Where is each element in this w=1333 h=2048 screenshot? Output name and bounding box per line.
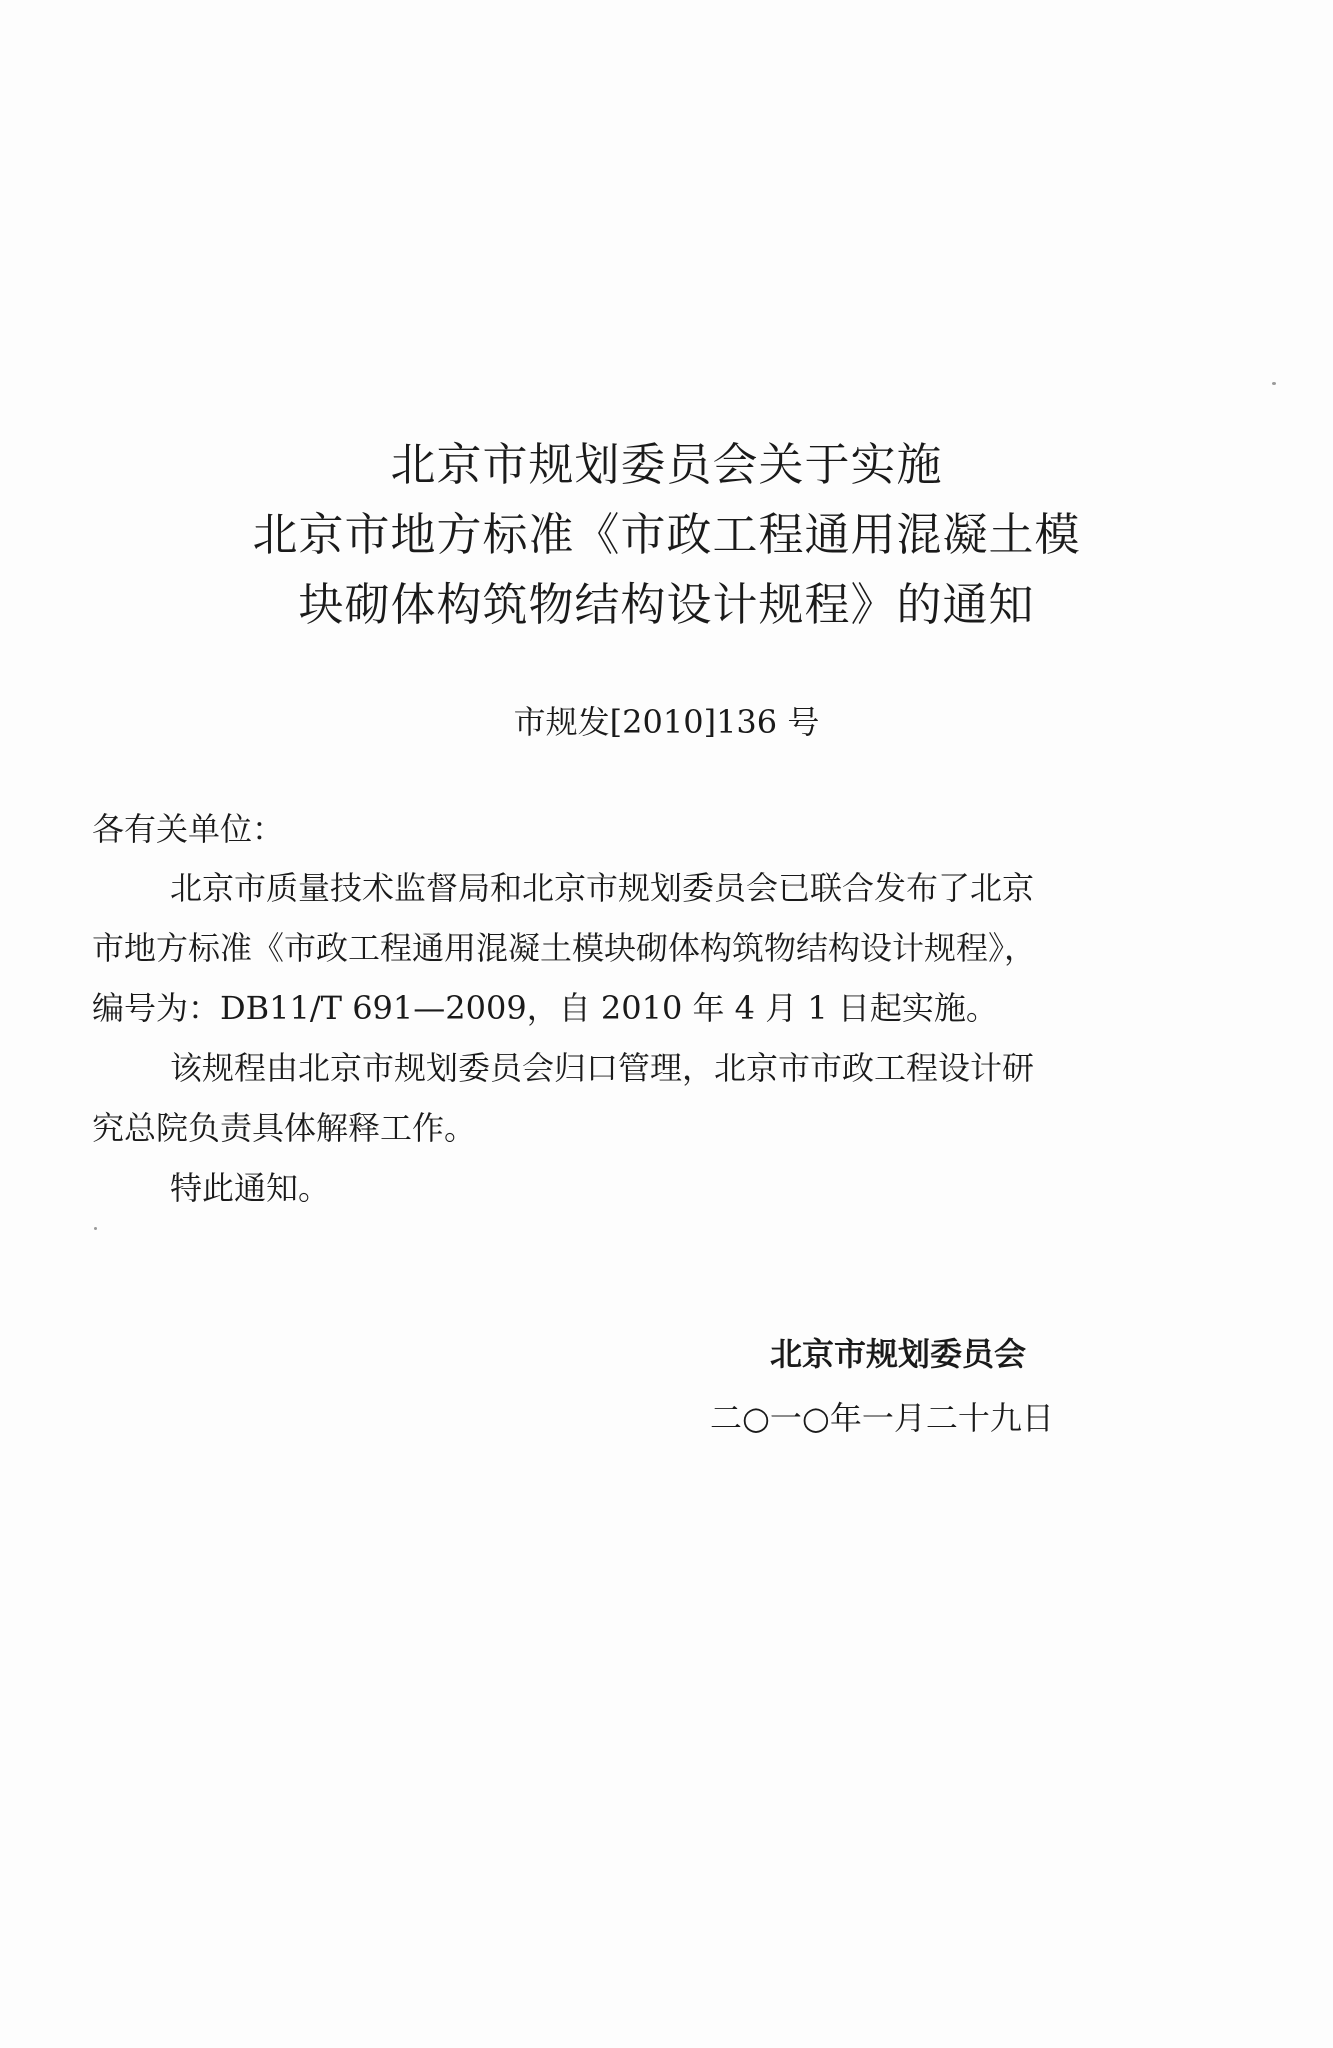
salutation: 各有关单位： <box>92 810 285 848</box>
title-line-2: 北京市地方标准《市政工程通用混凝土模 <box>252 508 1081 561</box>
title-line-1: 北京市规划委员会关于实施 <box>390 438 943 491</box>
document-number: 市规发[2010]136 号 <box>513 703 820 741</box>
paragraph-1-line-1: 北京市质量技术监督局和北京市规划委员会已联合发布了北京 <box>170 869 1035 907</box>
paragraph-1-line-2: 市地方标准《市政工程通用混凝土模块砌体构筑物结构设计规程》， <box>92 929 1037 967</box>
paragraph-2-line-1: 该规程由北京市规划委员会归口管理，北京市市政工程设计研 <box>170 1049 1035 1087</box>
paragraph-2-line-2: 究总院负责具体解释工作。 <box>92 1109 477 1147</box>
scan-speck <box>1272 382 1276 385</box>
paragraph-1-line-3: 编号为：DB11/T 691—2009，自 2010 年 4 月 1 日起实施。 <box>92 989 998 1027</box>
signing-date: 二○一○年一月二十九日 <box>710 1399 1054 1437</box>
closing-line: 特此通知。 <box>170 1169 331 1207</box>
signature: 北京市规划委员会 <box>770 1335 1027 1373</box>
title-line-3: 块砌体构筑物结构设计规程》的通知 <box>298 578 1035 631</box>
scan-speck <box>94 1227 97 1230</box>
